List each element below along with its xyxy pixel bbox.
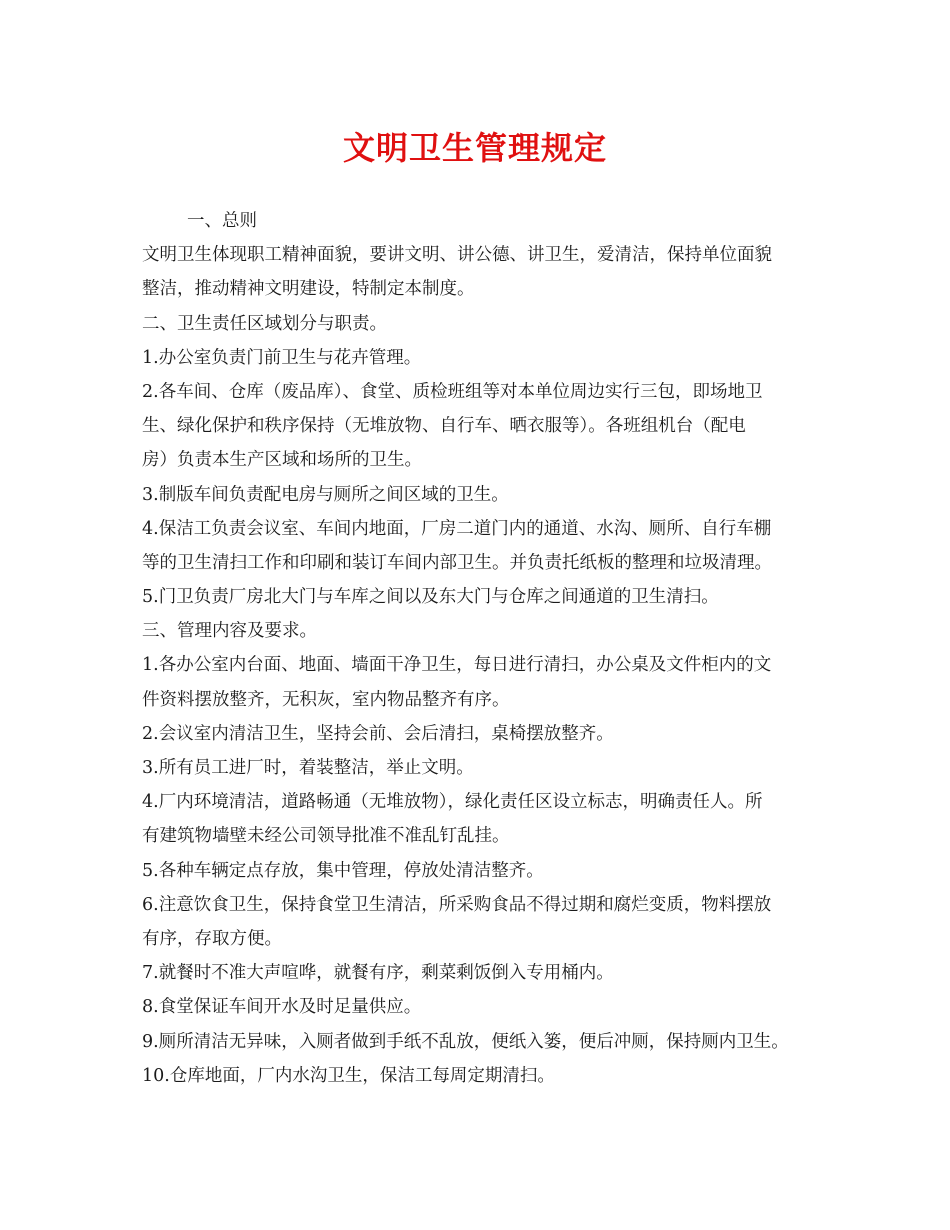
list-item: 7.就餐时不准大声喧哗，就餐有序，剩菜剩饭倒入专用桶内。 (142, 963, 614, 984)
list-item-continuation: 房）负责本生产区域和场所的卫生。 (142, 450, 422, 471)
list-item: 4.保洁工负责会议室、车间内地面，厂房二道门内的通道、水沟、厕所、自行车棚 (142, 518, 772, 539)
list-item-continuation: 等的卫生清扫工作和印刷和装订车间内部卫生。并负责托纸板的整理和垃圾清理。 (142, 552, 772, 573)
list-item: 1.办公室负责门前卫生与花卉管理。 (142, 347, 422, 368)
list-item-continuation: 件资料摆放整齐，无积灰，室内物品整齐有序。 (142, 689, 510, 710)
list-item-continuation: 生、绿化保护和秩序保持（无堆放物、自行车、晒衣服等）。各班组机台（配电 (142, 416, 746, 437)
paragraph-line: 整洁，推动精神文明建设，特制定本制度。 (142, 279, 475, 300)
list-item: 10.仓库地面，厂内水沟卫生，保洁工每周定期清扫。 (142, 1065, 555, 1086)
document-title: 文明卫生管理规定 (342, 129, 607, 167)
list-item: 1.各办公室内台面、地面、墙面干净卫生，每日进行清扫，办公桌及文件柜内的文 (142, 655, 772, 676)
section-heading-requirements: 三、管理内容及要求。 (142, 621, 317, 642)
paragraph-line: 文明卫生体现职工精神面貌，要讲文明、讲公德、讲卫生，爱清洁，保持单位面貌 (142, 245, 772, 266)
list-item: 6.注意饮食卫生，保持食堂卫生清洁，所采购食品不得过期和腐烂变质，物料摆放 (142, 894, 772, 915)
list-item: 4.厂内环境清洁，道路畅通（无堆放物），绿化责任区设立标志，明确责任人。所 (142, 792, 763, 813)
section-heading-responsibility: 二、卫生责任区域划分与职责。 (142, 313, 387, 334)
list-item: 2.各车间、仓库（废品库）、食堂、质检班组等对本单位周边实行三包，即场地卫 (142, 381, 763, 402)
list-item: 3.所有员工进厂时，着装整洁，举止文明。 (142, 758, 474, 778)
list-item: 5.各种车辆定点存放，集中管理，停放处清洁整齐。 (142, 860, 544, 881)
list-item: 5.门卫负责厂房北大门与车库之间以及东大门与仓库之间通道的卫生清扫。 (142, 587, 719, 608)
document-body (142, 204, 832, 1093)
list-item: 2.会议室内清洁卫生，坚持会前、会后清扫，桌椅摆放整齐。 (142, 723, 614, 744)
section-heading-general: 一、总则 (187, 211, 257, 231)
list-item: 8.食堂保证车间开水及时足量供应。 (142, 997, 422, 1018)
list-item-continuation: 有序，存取方便。 (142, 928, 282, 949)
list-item: 3.制版车间负责配电房与厕所之间区域的卫生。 (142, 484, 509, 505)
list-item: 9.厕所清洁无异味，入厕者做到手纸不乱放，便纸入篓，便后冲厕，保持厕内卫生。 (142, 1031, 789, 1052)
list-item-continuation: 有建筑物墙壁未经公司领导批准不准乱钉乱挂。 (142, 826, 510, 847)
